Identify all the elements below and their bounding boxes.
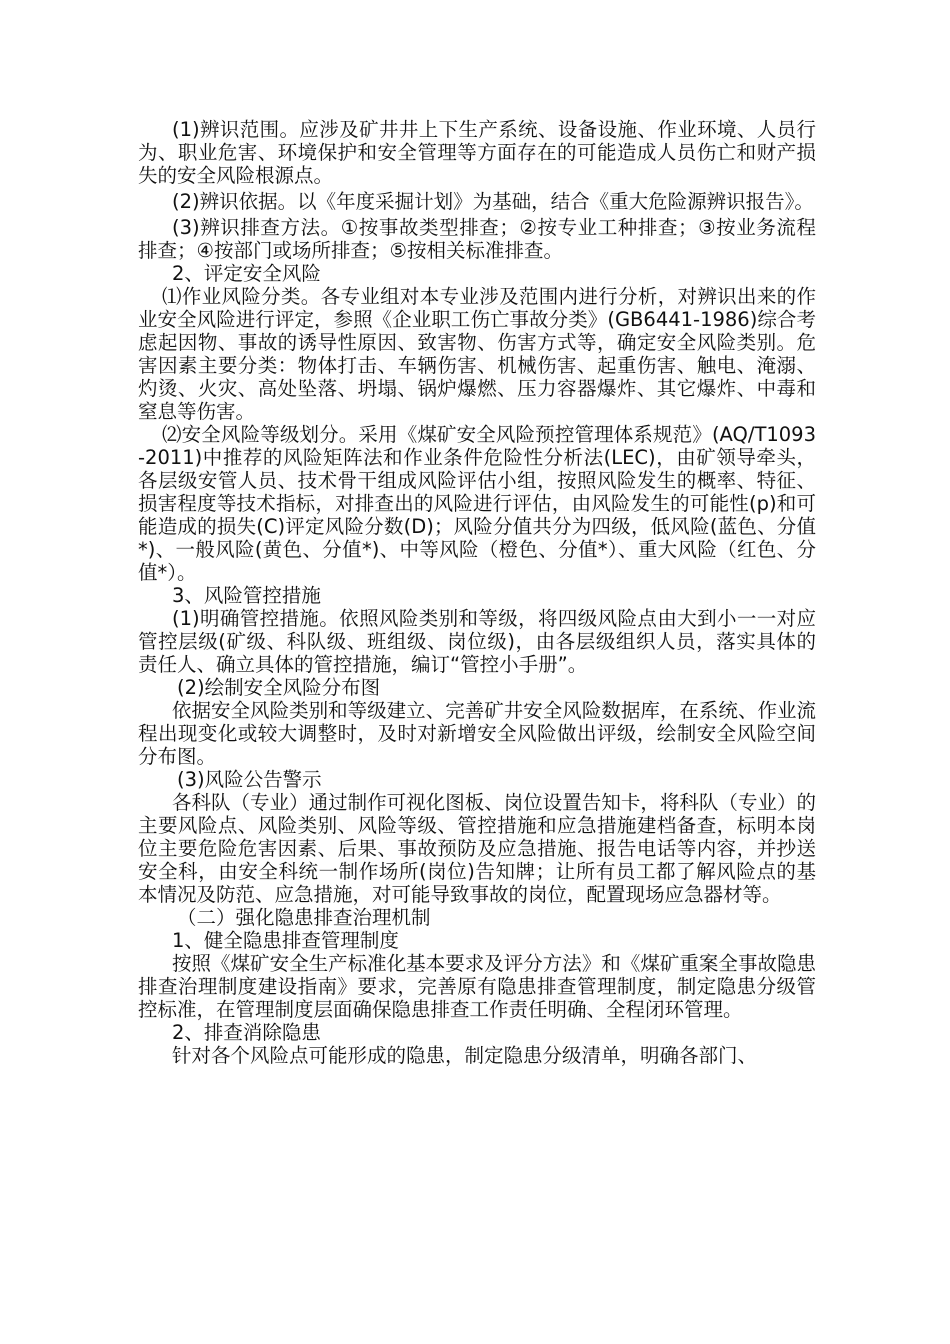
paragraph-risk-classification: ⑴作业风险分类。各专业组对本专业涉及范围内进行分析，对辨识出来的作业安全风险进行评定，参照《企业职工伤亡事故分类》(GB6441-1986)综合考虑起因物、事故的诱导性原因、致害物、伤害方式等，确定安全风险类别。危害因素主要分类：物体打击、车辆伤害、机械伤害、起重伤害、触电、淹溺、灼烫、火灾、高处坠落、坍塌、锅炉爆燃、压力容器爆炸、其它爆炸、中毒和窒息等伤害。 — [138, 285, 816, 423]
section-heading-evaluate-risk: 2、评定安全风险 — [172, 262, 321, 285]
document-page — [138, 118, 816, 1067]
section-heading-control-measures: 3、风险管控措施 — [172, 584, 321, 607]
subheading-risk-distribution-map: (2)绘制安全风险分布图 — [177, 676, 381, 699]
paragraph-identification-methods: (3)辨识排查方法。①按事故类型排查；②按专业工种排查；③按业务流程排查；④按部门或场所排查；⑤按相关标准排查。 — [138, 216, 816, 262]
paragraph-eliminate-hazards: 针对各个风险点可能形成的隐患，制定隐患分级清单，明确各部门、 — [172, 1044, 758, 1067]
paragraph-risk-warning-details: 各科队（专业）通过制作可视化图板、岗位设置告知卡，将科队（专业）的主要风险点、风险类别、风险等级、管控措施和应急措施建档备查，标明本岗位主要危险危害因素、后果、事故预防及应急措施、报告电话等内容，并抄送安全科，由安全科统一制作场所(岗位)告知牌；让所有员工都了解风险点的基本情况及防范、应急措施，对可能导致事故的岗位，配置现场应急器材等。 — [138, 791, 816, 906]
paragraph-define-control-measures: (1)明确管控措施。依照风险类别和等级，将四级风险点由大到小一一对应管控层级(矿级、科队级、班组级、岗位级)，由各层级组织人员，落实具体的责任人、确立具体的管控措施，编订“管控小手册”。 — [138, 607, 816, 676]
subheading-risk-warning: (3)风险公告警示 — [177, 768, 322, 791]
section-heading-hazard-mechanism: （二）强化隐患排查治理机制 — [177, 906, 431, 929]
paragraph-risk-grading: ⑵安全风险等级划分。采用《煤矿安全风险预控管理体系规范》(AQ/T1093-2011)中推荐的风险矩阵法和作业条件危险性分析法(LEC)，由矿领导牵头，各层级安管人员、技术骨干组成风险评估小组，按照风险发生的概率、特征、损害程度等技术指标，对排查出的风险进行评估，由风险发生的可能性(p)和可能造成的损失(C)评定风险分数(D)；风险分值共分为四级，低风险(蓝色、分值*)、一般风险(黄色、分值*)、中等风险（橙色、分值*）、重大风险（红色、分值*）。 — [138, 423, 816, 584]
section-heading-eliminate-hazards: 2、排查消除隐患 — [172, 1021, 321, 1044]
paragraph-identification-basis: (2)辨识依据。以《年度采掘计划》为基础，结合《重大危险源辨识报告》。 — [172, 190, 814, 213]
paragraph-risk-database: 依据安全风险类别和等级建立、完善矿井安全风险数据库，在系统、作业流程出现变化或较大调整时，及时对新增安全风险做出评级，绘制安全风险空间分布图。 — [138, 699, 816, 768]
paragraph-hazard-system: 按照《煤矿安全生产标准化基本要求及评分方法》和《煤矿重案全事故隐患排查治理制度建设指南》要求，完善原有隐患排查管理制度，制定隐患分级管控标准，在管理制度层面确保隐患排查工作责任明确、全程闭环管理。 — [138, 952, 816, 1021]
section-heading-hazard-system: 1、健全隐患排查管理制度 — [172, 929, 399, 952]
paragraph-identification-scope: (1)辨识范围。应涉及矿井井上下生产系统、设备设施、作业环境、人员行为、职业危害、环境保护和安全管理等方面存在的可能造成人员伤亡和财产损失的安全风险根源点。 — [138, 118, 816, 187]
